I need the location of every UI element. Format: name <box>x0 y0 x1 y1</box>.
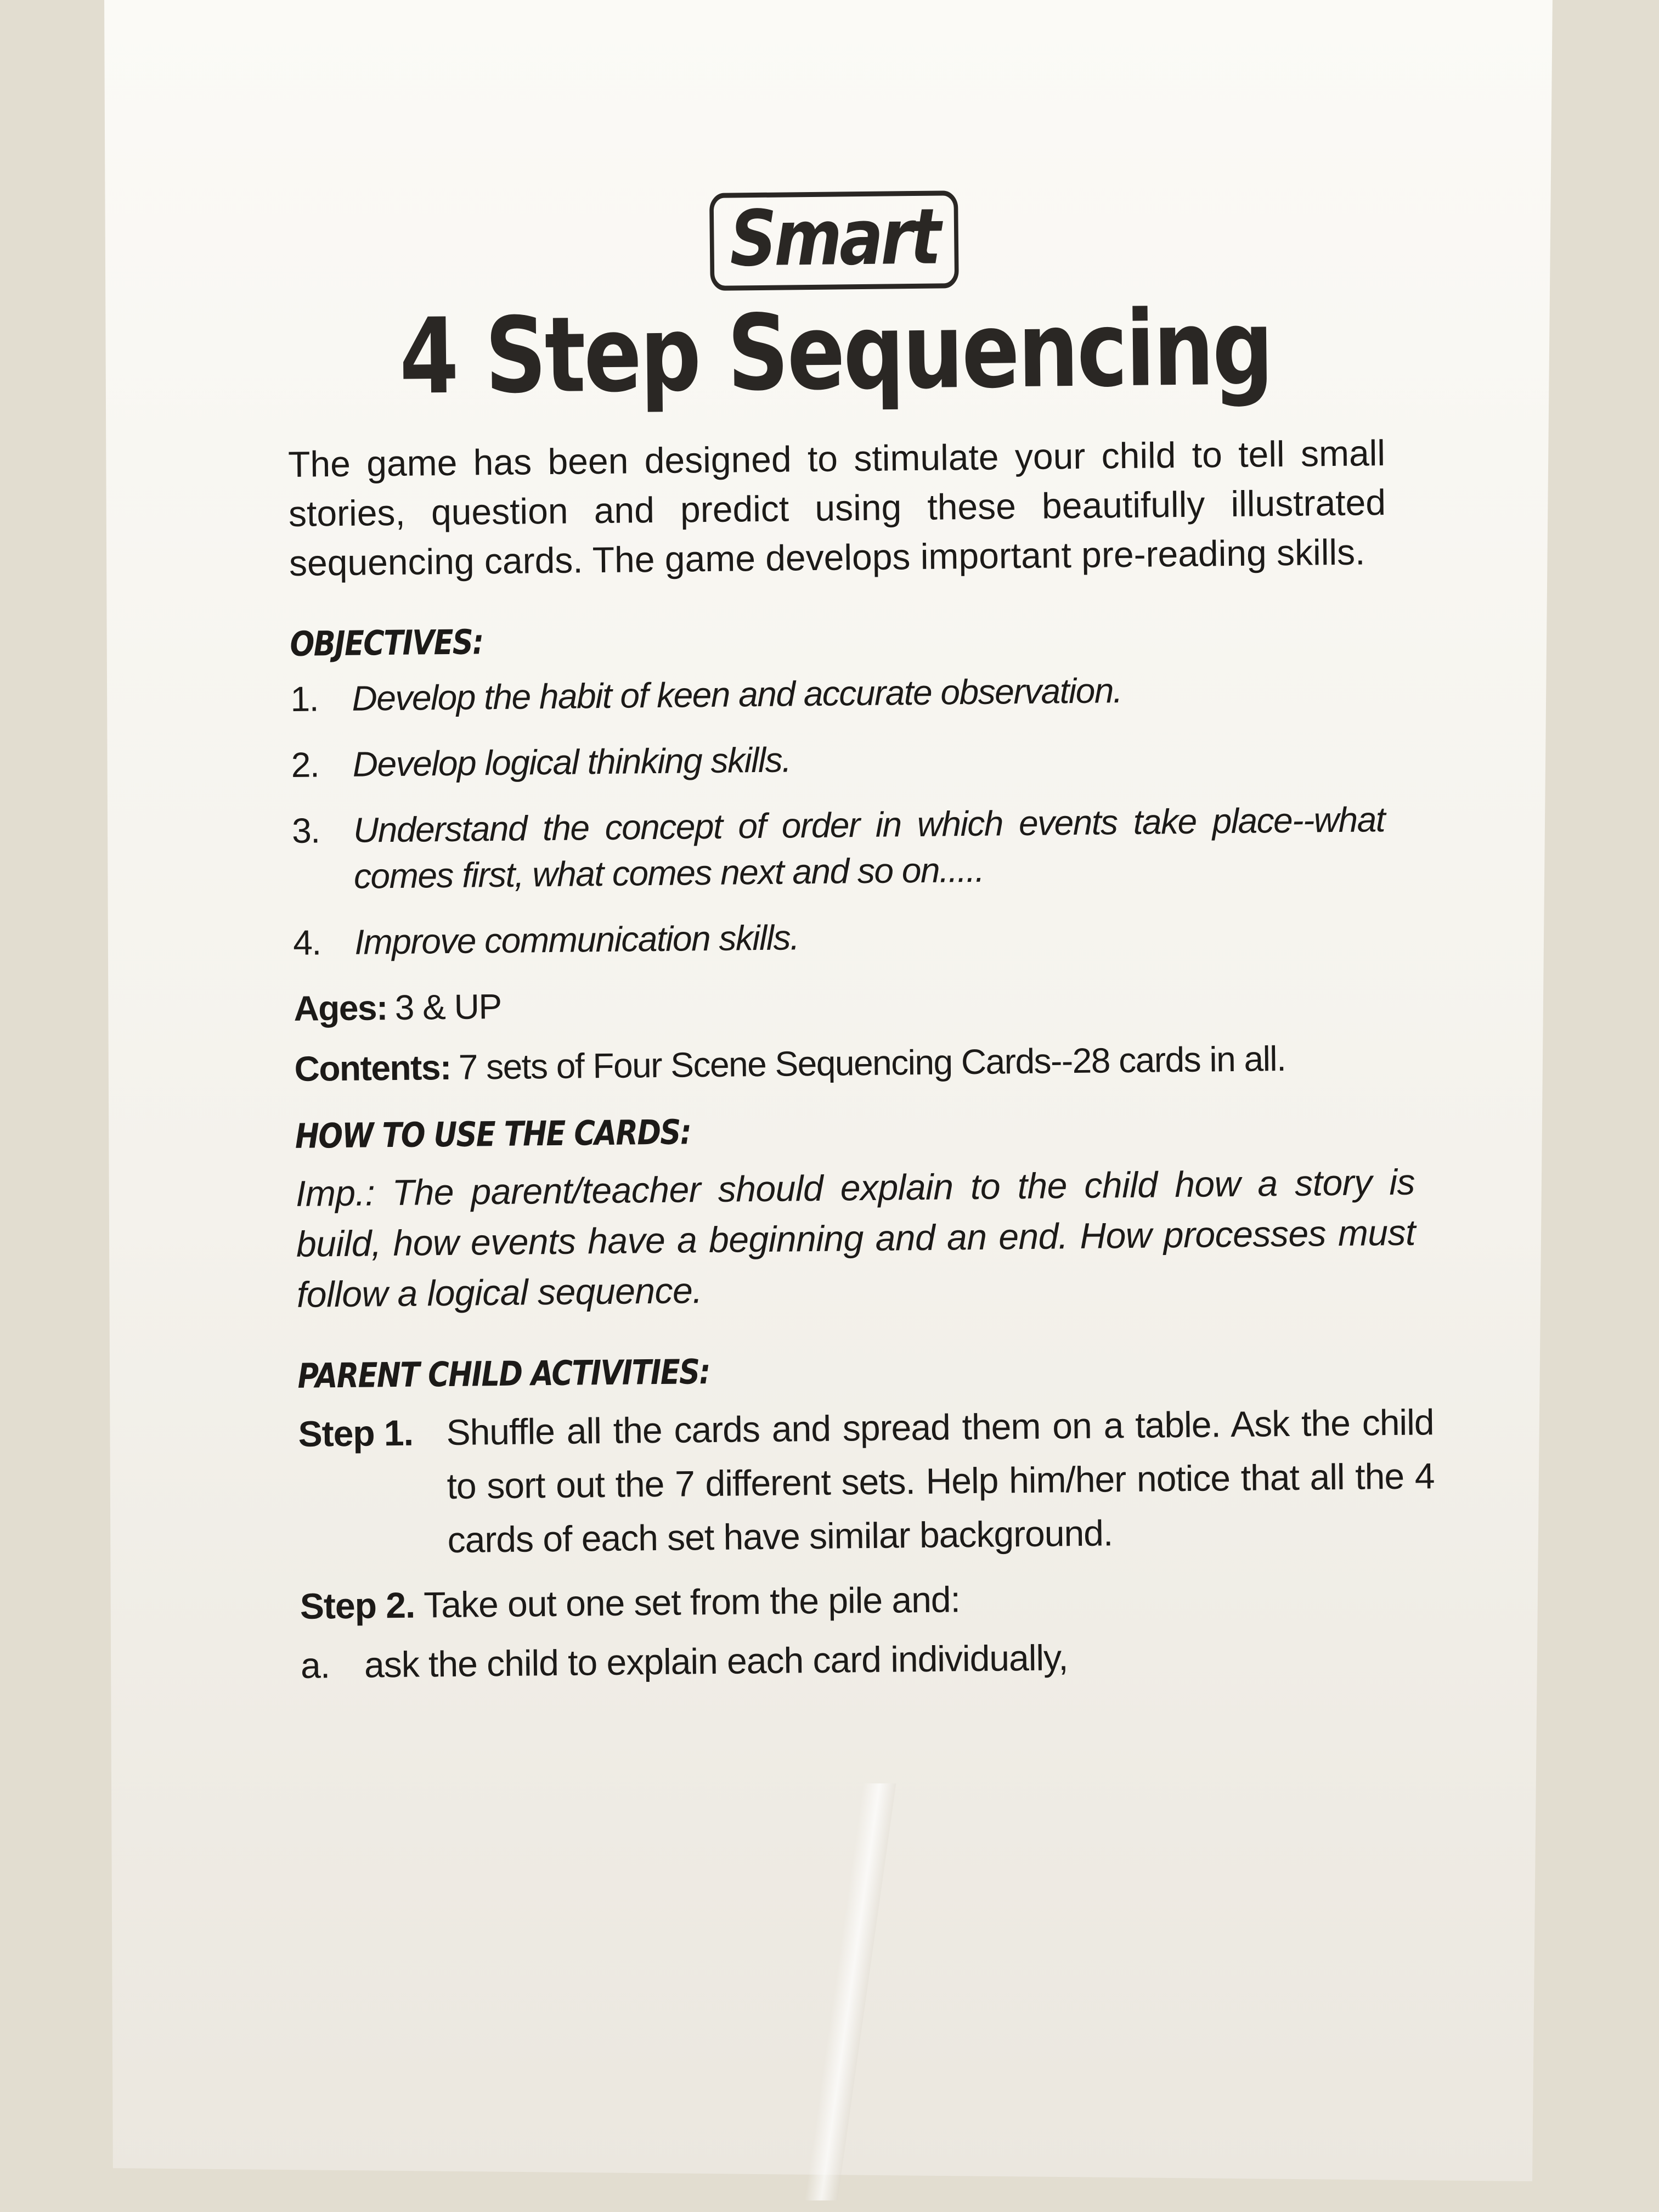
step-2 <box>300 1567 1441 1633</box>
objectives-list <box>290 664 1434 966</box>
objective-text: Develop logical thinking skills. <box>352 740 791 784</box>
objective-text: Develop the habit of keen and accurate observation. <box>352 671 1122 718</box>
ages-label: Ages: <box>294 988 388 1028</box>
ages-row <box>294 973 1435 1032</box>
substep-letter: a. <box>300 1645 330 1686</box>
step-label: Step 2. <box>300 1584 415 1626</box>
objective-number: 3. <box>291 810 320 851</box>
step-1 <box>298 1395 1441 1568</box>
objective-item <box>291 730 1432 788</box>
objective-number: 4. <box>292 922 321 963</box>
objective-text: Improve communication skills. <box>354 918 799 962</box>
how-to-use-heading: HOW TO USE THE CARDS: <box>295 1112 691 1156</box>
objective-item <box>293 908 1435 966</box>
objective-item <box>290 664 1432 722</box>
objective-number: 2. <box>291 745 319 785</box>
page-title: 4 Step Sequencing <box>398 287 1273 418</box>
substep-text: ask the child to explain each card individually, <box>364 1637 1068 1685</box>
step-text: Take out one set from the pile and: <box>423 1579 961 1625</box>
objective-text: Understand the concept of order in which events take place--what comes first, what comes next and so on..... <box>353 800 1385 896</box>
step-text: Shuffle all the cards and spread them on a table. Ask the child to sort out the 7 different sets. Help him/her notice that all the 4 cards of each set have similar background. <box>446 1402 1435 1561</box>
how-to-use-text: Imp.: The parent/teacher should explain to the child how a story is build, how events have a beginning and an end. How processes must follow a logical sequence. <box>295 1161 1416 1315</box>
brand-logo: Smart <box>709 190 959 291</box>
brand-logo-wrap <box>0 183 1659 299</box>
step-label: Step 1. <box>298 1412 414 1454</box>
objectives-heading: OBJECTIVES: <box>290 622 483 664</box>
contents-value: 7 sets of Four Scene Sequencing Cards--28 cards in all. <box>458 1038 1286 1087</box>
objective-number: 1. <box>290 679 319 719</box>
ages-value: 3 & UP <box>394 986 501 1027</box>
contents-row <box>294 1034 1436 1092</box>
activities-heading: PARENT CHILD ACTIVITIES: <box>297 1352 710 1396</box>
contents-label: Contents: <box>294 1047 452 1089</box>
objective-item <box>292 796 1434 900</box>
sheet-content <box>285 185 1442 1692</box>
intro-paragraph: The game has been designed to stimulate your child to tell small stories, question and predict using these beautifully illustrated sequencing cards. The game develops important pre-reading skills. <box>287 432 1386 583</box>
